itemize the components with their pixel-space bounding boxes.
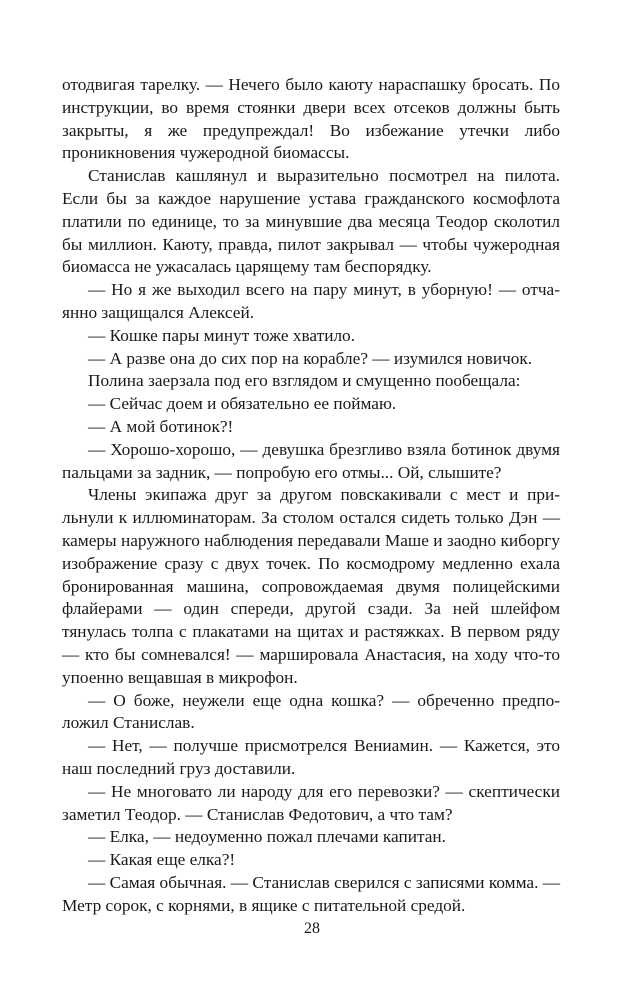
paragraph: Станислав кашлянул и выразительно посмотрел на пилота. Если бы за каждое нарушение устава гражданского космофлота платили по единице, то за минувшие два месяца Теодор сколотил бы миллион. Каюту, правда, пилот закрывал — чтобы чужеродная биомасса не ужасалась царящему там беспорядку. — [62, 166, 560, 277]
paragraph: — О боже, неужели еще одна кошка? — обреченно предположил Станислав. — [62, 690, 560, 733]
paragraph: — Какая еще елка?! — [88, 850, 236, 870]
page-body — [62, 74, 560, 917]
paragraph: — Елка, — недоуменно пожал плечами капитан. — [88, 827, 446, 847]
paragraph: — А мой ботинок?! — [88, 416, 234, 436]
paragraph: — Кошке пары минут тоже хватило. — [88, 325, 356, 345]
paragraph: — Но я же выходил всего на пару минут, в уборную! — отчаянно защищался Алексей. — [62, 280, 560, 322]
paragraph: — Не многовато ли народу для его перевозки? — скептически заметил Теодор. — Станислав Федотович, а что там? — [62, 781, 560, 824]
paragraph: Полина заерзала под его взглядом и смущенно пообещала: — [88, 371, 521, 391]
paragraph: — А разве она до сих пор на корабле? — изумился новичок. — [88, 348, 533, 368]
paragraph: — Сейчас доем и обязательно ее поймаю. — [88, 394, 397, 414]
paragraph: — Хорошо-хорошо, — девушка брезгливо взяла ботинок двумя пальцами за задник, — попробую его отмы... Ой, слышите? — [62, 439, 560, 482]
page-number: 28 — [304, 920, 320, 937]
paragraph: — Нет, — получше присмотрелся Вениамин. — Кажется, это наш последний груз доставили. — [62, 736, 560, 778]
paragraph: — Самая обычная. — Станислав сверился с записями комма. — Метр сорок, с корнями, в ящике с питательной средой. — [62, 872, 560, 915]
paragraph: отодвигая тарелку. — Нечего было каюту нараспашку бросать. По инструкции, во время стоянки двери всех отсеков должны быть закрыты, я же предупреждал! Во избежание утечки либо проникновения чужеродной биомассы. — [62, 75, 560, 163]
paragraph: Члены экипажа друг за другом повскакивали с мест и прильнули к иллюминаторам. За столом остался сидеть только Дэн — камеры наружного наблюдения передавали Маше и заодно киборгу изображение сразу с двух точек. По космодрому медленно ехала бронированная машина, сопровождаемая двумя полицейскими флайерами — один спереди, другой сзади. За ней шлейфом тянулась толпа с плакатами на щитах и растяжках. В первом ряду — кто бы сомневался! — маршировала Анастасия, на ходу что-то упоенно вещавшая в микрофон. — [62, 485, 560, 687]
